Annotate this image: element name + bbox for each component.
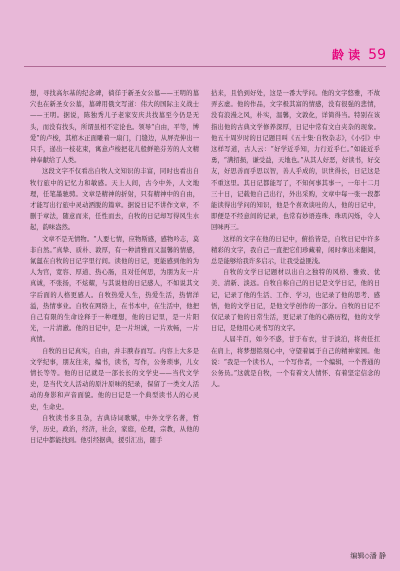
paragraph: 自牧读书多且杂，古典诗词歌赋，中外文学名著，哲学，历史，政治，经济，社会，家庭，伦理，宗教，从他的日记中都能找到。他引经据典，援引汇出，随手 — [30, 414, 199, 445]
left-column — [30, 88, 199, 536]
right-column — [211, 88, 380, 536]
header-right — [332, 46, 386, 63]
paragraph: 人届半百，如今不惑，甘于布衣，甘于淡泊，将责任扛在肩上，将梦想铭刻心中，守望着属于自己的精神家园。他说：“我是一个读书人，一个写作者，一个编辑，一个普通的公务员。”这就是自牧，一个有着文人情怀、有着坚定信念的人。 — [211, 336, 380, 389]
page-number: 59 — [368, 46, 386, 63]
paragraph: 想，寻找高尔基的纪念碑，徜徉于新圣女公墓——王明的墓穴也在新圣女公墓，墓碑用俄文写道：伟大的国际主义战士——王明。据说，陈独秀儿子老家安庆共找墓至今仍是无头，而没有找头，所谓虽相不定论也。领导“自由，平等，博爱”的卢梭，其棺木正面雕着一扇门，门缝边，从屏壳伸出一只手，递出一枝花束，寓意卢梭把花儿般鲜艳芬芳的人文精神奉献给了人类。 — [30, 90, 199, 165]
page-header — [0, 0, 400, 80]
paragraph: 这段文字不仅看出自牧人文知识的丰富，同时也看出自牧行旅中的记忆力和敏感。天上人间，古今中外，人文地理，任笔墨驰骋。文章是精神的折射，只有精神中的自由，才能写出行旅中灵动洒脱的篇章。据说日记不讲作文章，不删于章法，随意而来，任性而去，自牧的日记却写得风生水起，韵味盎然。 — [30, 168, 199, 232]
paragraph: 拈来，且恰到好处，这是一番大学问。他的文字悠雅，不故弄玄虚。他的作品，文字极其富的情感，没有很强的悲情，没有浪漫之风，朴实，温馨，文敦化，详简得当。特别在该指出他的古典文学修养深厚，日记中常有文白夹杂的现象。他五十周岁时的日记题目叫《五十集·自牧杂志》，《小引》中这样写道，古人云：“好学近乎知，力行近乎仁。”如能近乎勇，“满招损，谦受益，天地也。”从其人好恶，好读书，好交友，好思善而乎思以智，善人乎成的，识世得长，日记这是不重这里。其日记都能写了，不知何事其事一，一年十二月三十日，记载他自己出行，外出采购，文章中每一张一段都能读得出学问的知识，他是个喜欢谈吐的人，他的日记中，即便是不经意间的记录，也常有妙语连珠、珠玑闪烁，令人回味再三。 — [211, 90, 380, 232]
article-body — [30, 88, 380, 536]
editor-credit: 编辑◇潘 静 — [350, 552, 386, 560]
header-rule — [24, 66, 386, 67]
paragraph: 这样的文字在他的日记中，俯拾皆是，自牧日记中许多精彩的文字，我自己一直把它们珍藏着，闲时拿出来翻阅，总是能够给我许多启示，让我受益匪浅。 — [211, 235, 380, 266]
paragraph: 文章不是无情物。“人要七情，应物斯感，感物吟志，莫非自然。”真挚、质朴、敦厚，有一种清雅而又温馨的情感，氤氲在自牧的日记字里行间。读他的日记，更能感到他的为人为官，宽容、厚道、热心肠，且对任何思，为朋为友一片真诚，不张扬，不炫耀，与其说他的日记感人，不如说其文字后面的人格更感人。自牧热爱人生，热爱生活，热情洋溢，热情事业。自牧在网络上，在书本中，在生活中，他把自己有限的生命诠释于一种理想，他的日记里，是一片阳光，一片清澈。他的日记中，是一片坦诚，一片欢畅，一片真情。 — [30, 235, 199, 344]
section-label: 龄 读 — [331, 48, 361, 62]
paragraph: 自牧的文学日记题材以出自之独特的风格、雅致、优美、清新、淡远。自牧自称自己的日记是文学日记，他的日记，记录了他的生活、工作、学习，也记录了他的思考、感悟，他的文学日记，是他文学创作的一部分。自牧的日记不仅记录了他的日常生活，更记录了他的心路历程，他的文学日记，是他用心灵书写的文字。 — [211, 269, 380, 333]
paragraph: 自牧的日记真实，自由，并丰腴春而写。内容上大多是文学纪事，朋友往来，编书，读书，写作，公务琐事，儿女情长等等。他的日记就是一部长长的文学史——当代文学史，是当代文人活动的原汁原味的纪录，保留了一类文人活动的身影和声音面貌。他的日记是一个典型读书人的心灵史，生命史。 — [30, 347, 199, 411]
